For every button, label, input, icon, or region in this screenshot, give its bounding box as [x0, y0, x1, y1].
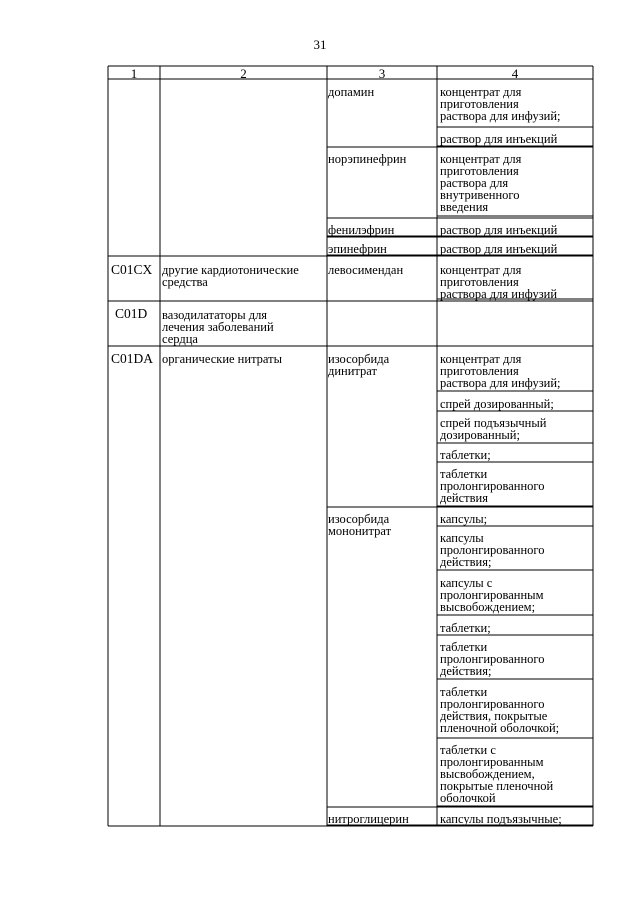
atc-code-c01da: C01DA: [111, 351, 154, 366]
form-ismn-capsules: капсулы;: [440, 512, 488, 526]
form-isdn-tablets: таблетки;: [440, 448, 491, 462]
atc-code-c01cx: C01CX: [111, 262, 153, 277]
form-ismn-tablets-prolonged-coated: таблетки пролонгированного действия, покрытые пленочной оболочкой;: [440, 685, 560, 735]
atc-code-c01d: C01D: [115, 306, 148, 321]
form-ismn-tablets-modified-release-coated: таблетки с пролонгированным высвобождением, покрытые пленочной оболочкой: [440, 743, 554, 805]
header-col-1: 1: [130, 66, 138, 81]
drug-name-nitroglycerin: нитроглицерин: [328, 812, 409, 826]
form-isdn-tablets-prolonged: таблетки пролонгированного действия: [440, 467, 545, 505]
form-dopamine-injection: раствор для инъекций: [440, 132, 558, 146]
form-ismn-tablets-prolonged: таблетки пролонгированного действия;: [440, 640, 545, 678]
form-isdn-spray-sublingual: спрей подъязычный дозированный;: [440, 416, 547, 442]
drug-name-isosorbide-dinitrate: изосорбида динитрат: [328, 352, 390, 378]
form-nitroglycerin-capsules-sublingual: капсулы подъязычные;: [440, 812, 562, 826]
page-number: 31: [313, 37, 327, 52]
drug-name-isosorbide-mononitrate: изосорбида мононитрат: [328, 512, 392, 538]
form-norepinephrine-concentrate: концентрат для приготовления раствора для внутривенного введения: [440, 152, 522, 214]
group-name-c01d: вазодилататоры для лечения заболеваний сердца: [162, 308, 274, 346]
form-ismn-capsules-modified-release: капсулы с пролонгированным высвобождением;: [440, 576, 544, 614]
form-ismn-capsules-prolonged: капсулы пролонгированного действия;: [440, 531, 545, 569]
form-isdn-concentrate: концентрат для приготовления раствора для инфузий;: [440, 352, 561, 390]
form-epinephrine-injection: раствор для инъекций: [440, 242, 558, 256]
drug-name-phenylephrine: фенилэфрин: [328, 223, 395, 237]
drug-name-epinephrine: эпинефрин: [328, 242, 387, 256]
form-levosimendan-concentrate: концентрат для приготовления раствора для инфузий: [440, 263, 558, 301]
drug-name-dopamine: допамин: [328, 85, 375, 99]
column-dividers: [160, 66, 437, 826]
group-name-c01cx: другие кардиотонические средства: [162, 263, 299, 289]
form-phenylephrine-injection: раствор для инъекций: [440, 223, 558, 237]
form-dopamine-concentrate: концентрат для приготовления раствора для инфузий;: [440, 85, 561, 123]
drug-name-levosimendan: левосимендан: [328, 263, 404, 277]
form-isdn-spray-dosed: спрей дозированный;: [440, 397, 554, 411]
form-ismn-tablets: таблетки;: [440, 621, 491, 635]
header-col-3: 3: [378, 66, 386, 81]
drug-name-norepinephrine: норэпинефрин: [328, 152, 407, 166]
header-col-2: 2: [240, 66, 247, 81]
header-col-4: 4: [511, 66, 519, 81]
group-name-c01da: органические нитраты: [162, 352, 283, 366]
